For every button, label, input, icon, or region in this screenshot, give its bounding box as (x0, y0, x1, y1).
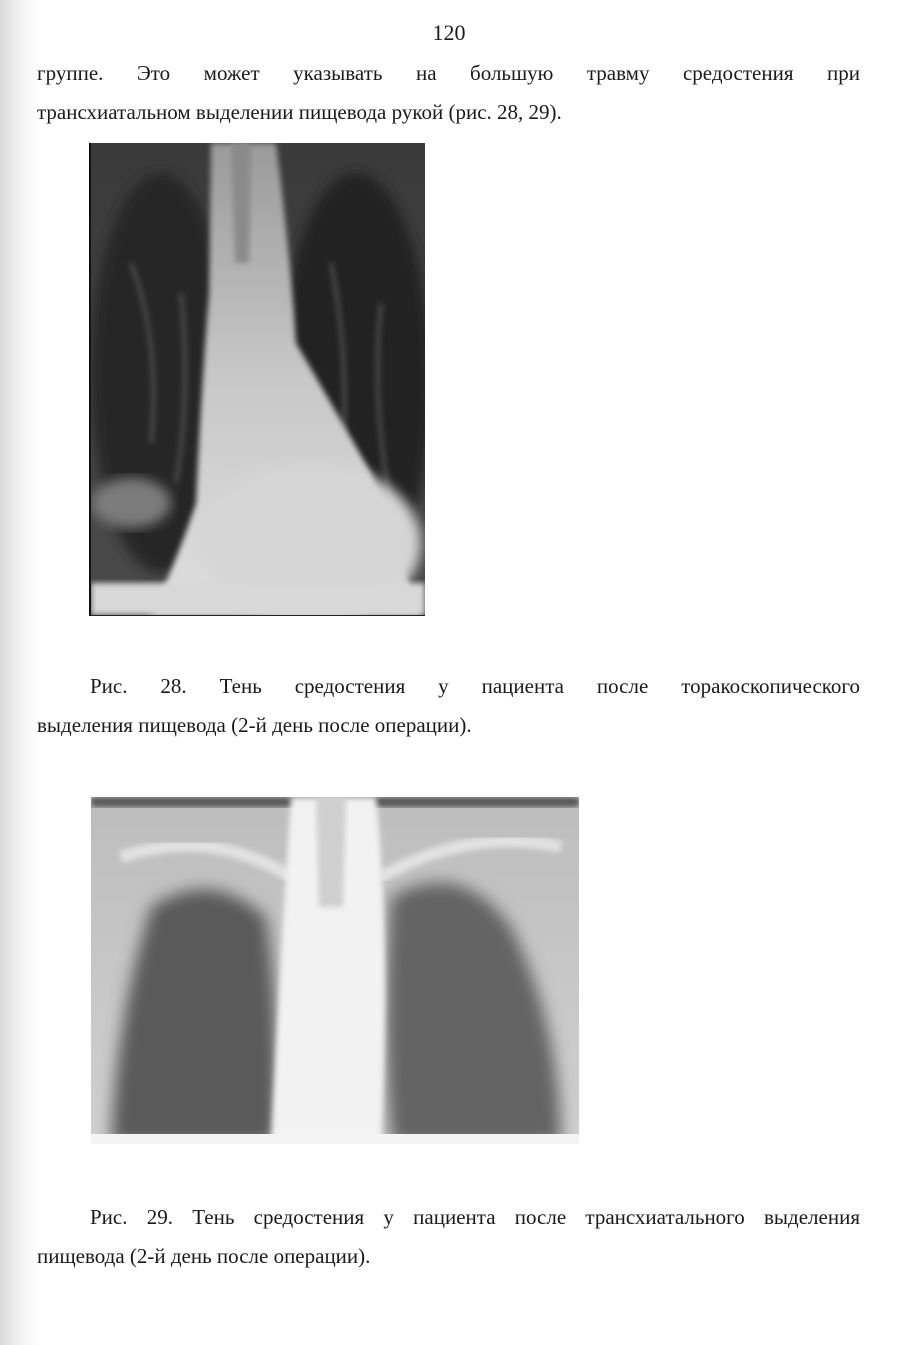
figure-28-caption (37, 667, 860, 745)
intro-line-1: группе. Это может указывать на большую травму средостения при (37, 61, 860, 85)
figure-29-xray-image (91, 797, 579, 1144)
figure-29-caption (37, 1198, 860, 1276)
page-number: 120 (432, 20, 466, 45)
figure-29-caption-line-2: пищевода (2-й день после операции). (37, 1244, 371, 1268)
chest-xray-transhiatal-icon (91, 797, 579, 1144)
intro-line-2: трансхиатальном выделении пищевода рукой (рис. 28, 29). (37, 100, 562, 124)
intro-paragraph (37, 54, 860, 132)
figure-28-caption-line-2: выделения пищевода (2-й день после операции). (37, 713, 472, 737)
chest-xray-thoracoscopic-icon (91, 143, 425, 615)
scan-binding-shadow (0, 0, 40, 1345)
figure-29-caption-line-1: Рис. 29. Тень средостения у пациента после трансхиатального выделения (90, 1205, 860, 1229)
figure-28-caption-line-1: Рис. 28. Тень средостения у пациента после торакоскопического (90, 674, 860, 698)
figure-28-xray-image (89, 143, 425, 616)
